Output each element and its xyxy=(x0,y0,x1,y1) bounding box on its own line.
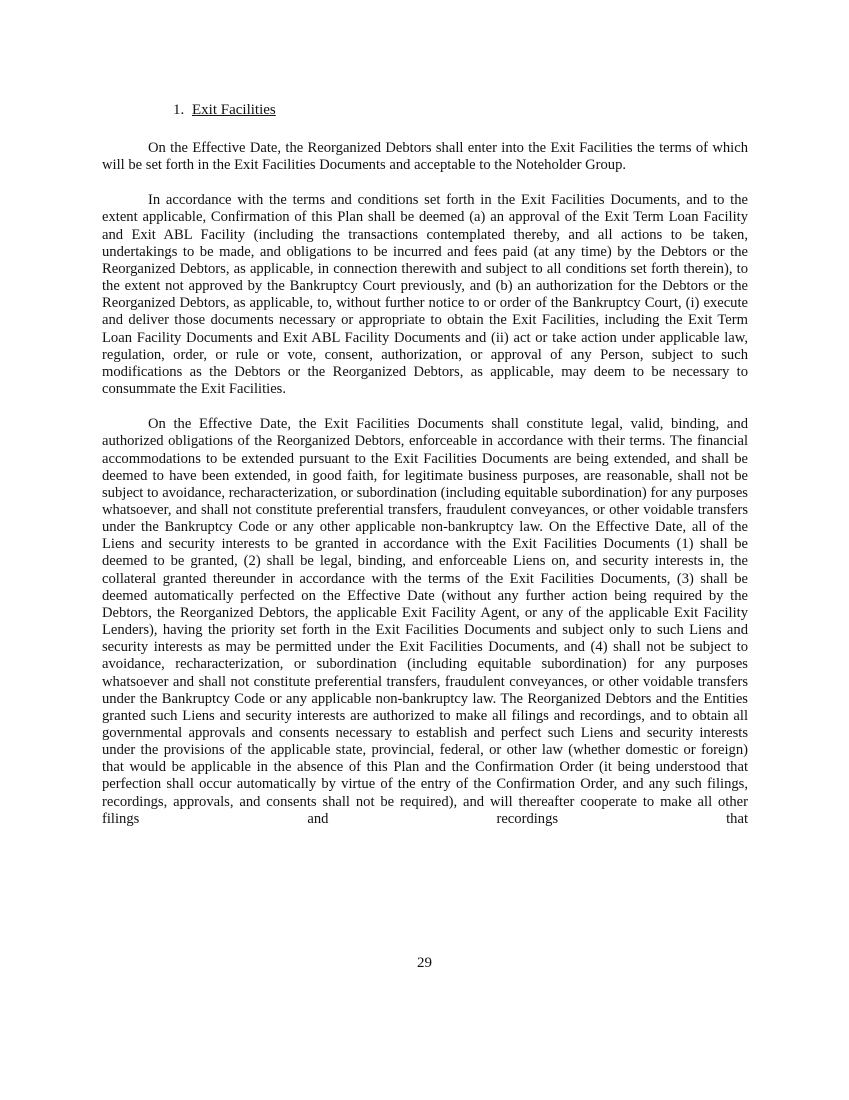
section-number: 1. xyxy=(173,102,185,118)
section-heading xyxy=(173,101,276,119)
paragraph: In accordance with the terms and conditions set forth in the Exit Facilities Documents, and to the extent applicable, Confirmation of this Plan shall be deemed (a) an approval of the Exit Term Loan Facility and Exit ABL Facility (including the transactions contemplated thereby, and all actions to be taken, undertakings to be made, and obligations to be incurred and fees paid (at any time) by the Debtors or the Reorganized Debtors, as applicable, in connection therewith and subject to all conditions set forth therein), to the extent not approved by the Bankruptcy Court previously, and (b) an authorization for the Debtors or the Reorganized Debtors, as applicable, to, without further notice to or order of the Bankruptcy Court, (i) execute and deliver those documents necessary or appropriate to obtain the Exit Facilities, including the Exit Term Loan Facility Documents and Exit ABL Facility Documents and (ii) act or take action under applicable law, regulation, order, or rule or vote, consent, authorization, or approval of any Person, subject to such modifications as the Debtors or the Reorganized Debtors, as applicable, may deem to be necessary to consummate the Exit Facilities. xyxy=(102,192,748,398)
paragraph: On the Effective Date, the Reorganized Debtors shall enter into the Exit Facilities the terms of which will be set forth in the Exit Facilities Documents and acceptable to the Noteholder Group. xyxy=(102,140,748,174)
section-title: Exit Facilities xyxy=(192,102,276,118)
paragraph: On the Effective Date, the Exit Facilities Documents shall constitute legal, valid, binding, and authorized obligations of the Reorganized Debtors, enforceable in accordance with their terms. The financial accommodations to be extended pursuant to the Exit Facilities Documents are being extended, and shall be deemed to have been extended, in good faith, for legitimate business purposes, are reasonable, shall not be subject to avoidance, recharacterization, or subordination (including equitable subordination) for any purposes whatsoever, and shall not constitute preferential transfers, fraudulent conveyances, or other voidable transfers under the Bankruptcy Code or any other applicable non-bankruptcy law. On the Effective Date, all of the Liens and security interests to be granted in accordance with the Exit Facilities Documents (1) shall be deemed to be granted, (2) shall be legal, binding, and enforceable Liens on, and security interests in, the collateral granted thereunder in accordance with the terms of the Exit Facilities Documents, (3) shall be deemed automatically perfected on the Effective Date (without any further action being required by the Debtors, the Reorganized Debtors, the applicable Exit Facility Agent, or any of the applicable Exit Facility Lenders), having the priority set forth in the Exit Facilities Documents and subject only to such Liens and security interests as may be permitted under the Exit Facilities Documents, and (4) shall not be subject to avoidance, recharacterization, or subordination (including equitable subordination) for any purposes whatsoever and shall not constitute preferential transfers, fraudulent conveyances, or other voidable transfers under the Bankruptcy Code or any applicable non-bankruptcy law. The Reorganized Debtors and the Entities granted such Liens and security interests are authorized to make all filings and recordings, and to obtain all governmental approvals and consents necessary to establish and perfect such Liens and security interests under the provisions of the applicable state, provincial, federal, or other law (whether domestic or foreign) that would be applicable in the absence of this Plan and the Confirmation Order (it being understood that perfection shall occur automatically by virtue of the entry of the Confirmation Order, and any such filings, recordings, approvals, and consents shall not be required), and will thereafter cooperate to make all other filings and recordings that xyxy=(102,416,748,827)
body-text xyxy=(102,140,748,846)
page-number: 29 xyxy=(417,955,432,971)
